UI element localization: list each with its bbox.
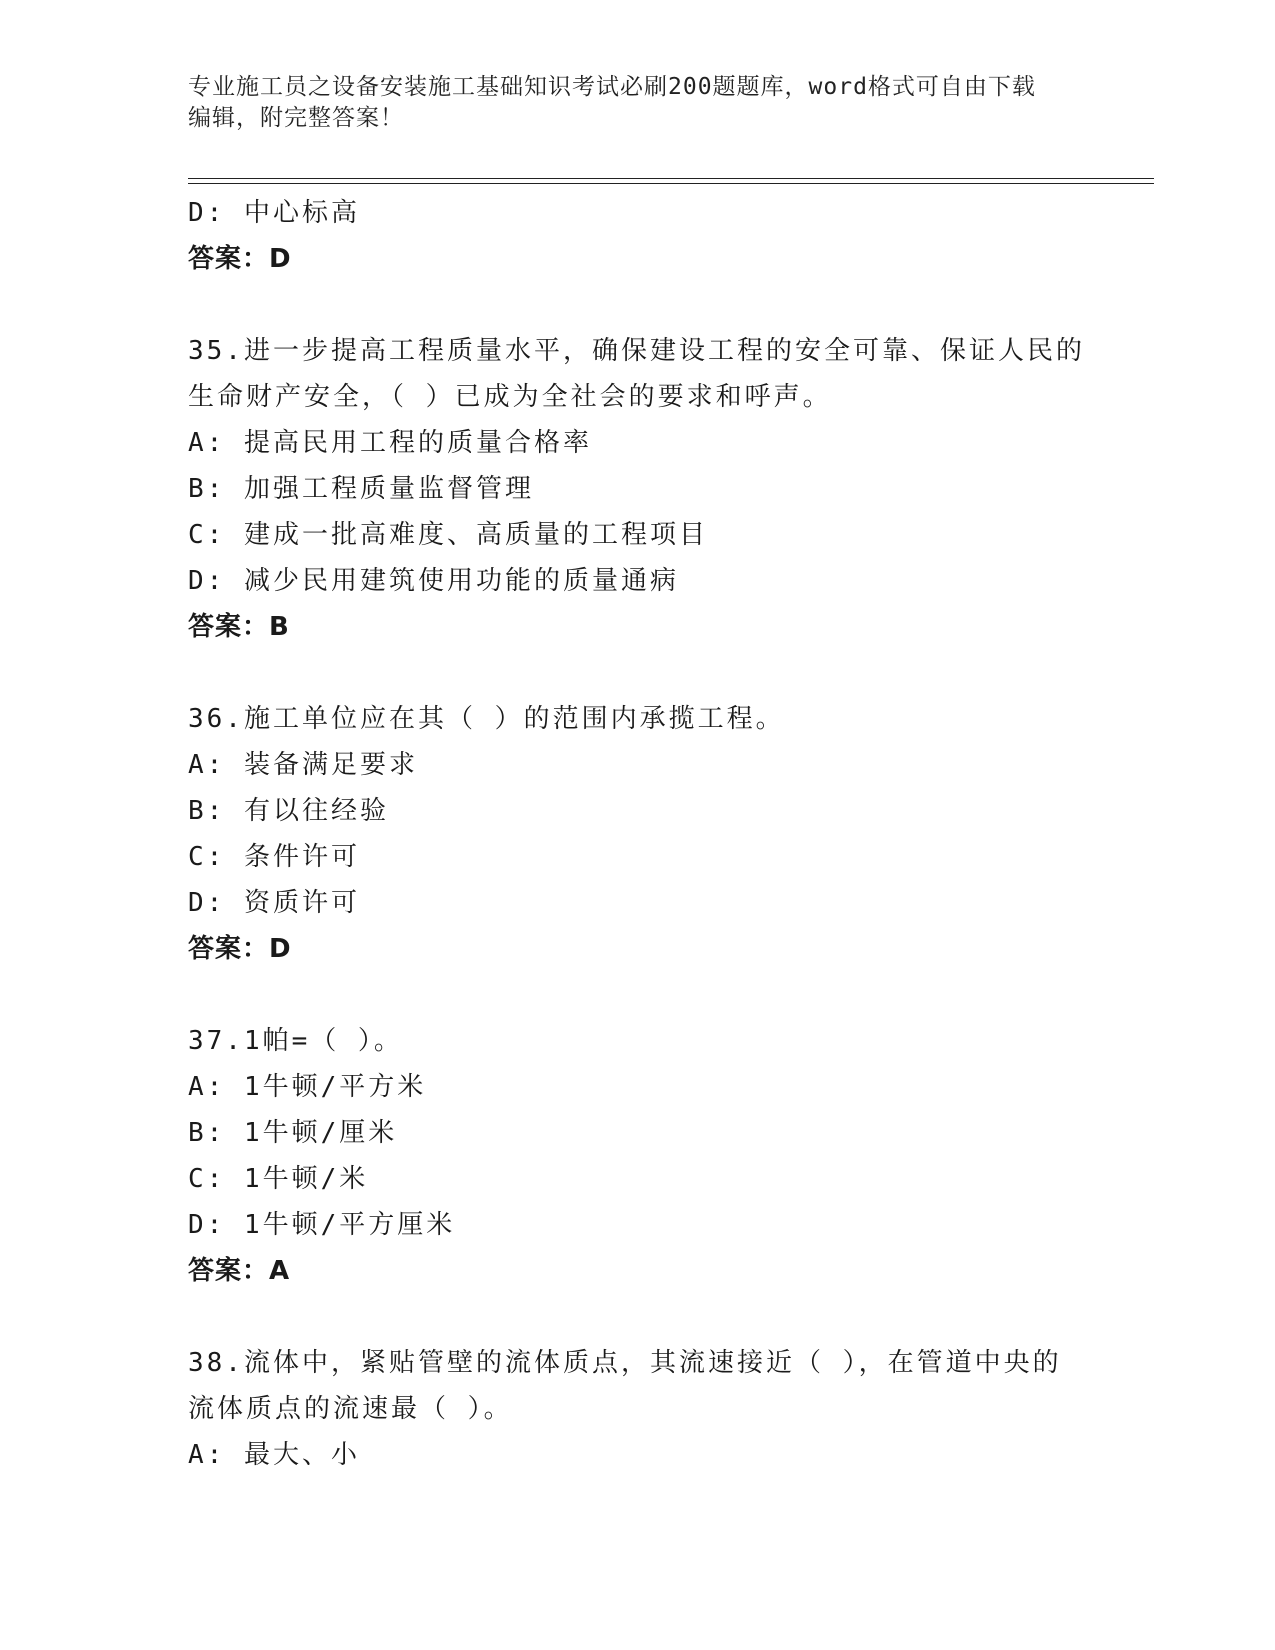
option-d: D: 中心标高	[188, 198, 360, 228]
question-stem-line: 35.进一步提高工程质量水平，确保建设工程的安全可靠、保证人民的	[188, 336, 1085, 366]
option-b: B: 加强工程质量监督管理	[188, 474, 534, 504]
answer-line: 答案：B	[188, 612, 290, 642]
option-c: C: 建成一批高难度、高质量的工程项目	[188, 520, 708, 550]
question-content	[188, 190, 1088, 1478]
option-b: B: 1牛顿/厘米	[188, 1118, 398, 1148]
header-line-2: 编辑，附完整答案！	[188, 105, 404, 131]
option-b: B: 有以往经验	[188, 796, 389, 826]
question-stem-line: 生命财产安全，（ ）已成为全社会的要求和呼声。	[188, 382, 832, 412]
question-stem-line: 38.流体中，紧贴管壁的流体质点，其流速接近（ ），在管道中央的	[188, 1348, 1062, 1378]
answer-line: 答案：A	[188, 1256, 291, 1286]
option-d: D: 1牛顿/平方厘米	[188, 1210, 456, 1240]
option-a: A: 提高民用工程的质量合格率	[188, 428, 592, 458]
option-c: C: 1牛顿/米	[188, 1164, 369, 1194]
question-37	[188, 1018, 1088, 1294]
page-header	[188, 72, 1088, 134]
question-35	[188, 328, 1088, 650]
header-line-1: 专业施工员之设备安装施工基础知识考试必刷200题题库，word格式可自由下载	[188, 74, 1036, 100]
option-c: C: 条件许可	[188, 842, 360, 872]
answer-line: 答案：D	[188, 934, 292, 964]
option-d: D: 资质许可	[188, 888, 360, 918]
option-a: A: 装备满足要求	[188, 750, 418, 780]
option-a: A: 1牛顿/平方米	[188, 1072, 427, 1102]
option-a: A: 最大、小	[188, 1440, 360, 1470]
question-stem-line: 36.施工单位应在其（ ）的范围内承揽工程。	[188, 704, 785, 734]
question-stem-line: 37.1帕=（ ）。	[188, 1026, 403, 1056]
answer-line: 答案：D	[188, 244, 292, 274]
header-divider-top	[188, 178, 1154, 179]
question-38	[188, 1340, 1088, 1478]
option-d: D: 减少民用建筑使用功能的质量通病	[188, 566, 679, 596]
question-stem-line: 流体质点的流速最（ ）。	[188, 1394, 513, 1424]
question-36	[188, 696, 1088, 972]
header-divider-bottom	[188, 183, 1154, 184]
